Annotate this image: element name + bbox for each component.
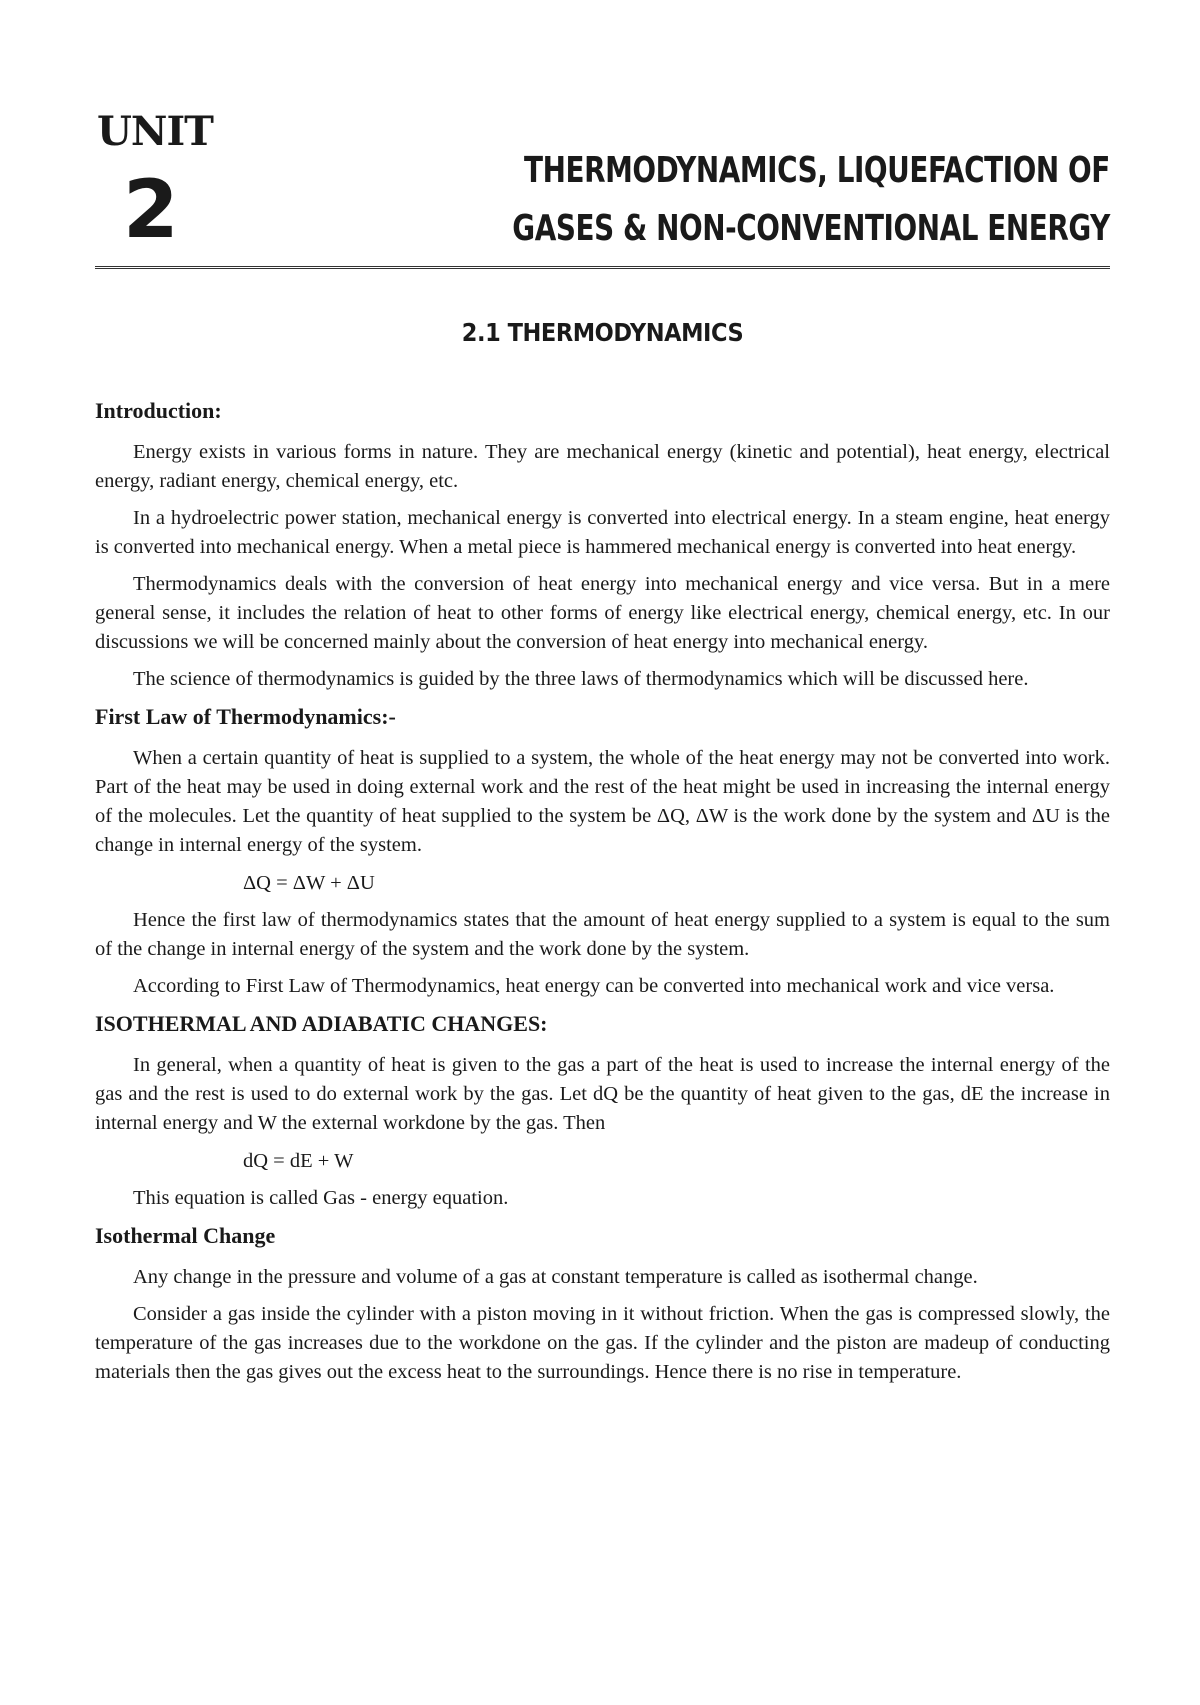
iso-adiabatic-paragraph-1: In general, when a quantity of heat is given to the gas a part of the heat is used to increase the internal energy of the gas and the rest is used to do external work by the gas. Let dQ be the quantity of heat given to the gas, dE the increase in internal energy and W the external workdone by the gas. Then	[95, 1054, 1110, 1134]
title-divider	[95, 266, 1110, 269]
document-page	[95, 0, 1110, 1383]
isothermal-paragraph-1: Any change in the pressure and volume of a gas at constant temperature is called as isothermal change.	[133, 1266, 978, 1288]
unit-label: UNIT	[97, 108, 213, 155]
intro-paragraph-3: Thermodynamics deals with the conversion of heat energy into mechanical energy and vice versa. But in a mere general sense, it includes the relation of heat to other forms of energy like electrical energy, chemical energy, etc. In our discussions we will be concerned mainly about the conversion of heat energy into mechanical energy.	[95, 573, 1110, 653]
iso-adiabatic-heading: ISOTHERMAL AND ADIABATIC CHANGES:	[95, 1011, 548, 1036]
section-title: 2.1 THERMODYNAMICS	[461, 318, 744, 347]
unit-title-line-1: THERMODYNAMICS, LIQUEFACTION OF	[524, 150, 1110, 191]
first-law-paragraph-1: When a certain quantity of heat is supplied to a system, the whole of the heat energy may not be converted into work. Part of the heat may be used in doing external work and the rest of the heat might be used in increasing the internal energy of the molecules. Let the quantity of heat supplied to the system be ΔQ, ΔW is the work done by the system and ΔU is the change in internal energy of the system.	[95, 747, 1110, 856]
unit-title-line-2: GASES & NON-CONVENTIONAL ENERGY	[512, 208, 1110, 249]
isothermal-paragraph-2: Consider a gas inside the cylinder with a piston moving in it without friction. When the gas is compressed slowly, the temperature of the gas increases due to the workdone on the gas. If the cylinder and the piston are madeup of conducting materials then the gas gives out the excess heat to the surroundings. Hence there is no rise in temperature.	[95, 1303, 1110, 1383]
unit-number: 2	[123, 163, 179, 256]
iso-adiabatic-paragraph-2: This equation is called Gas - energy equation.	[133, 1187, 509, 1209]
first-law-heading: First Law of Thermodynamics:-	[95, 704, 396, 729]
intro-paragraph-4: The science of thermodynamics is guided by the three laws of thermodynamics which will be discussed here.	[133, 668, 1029, 690]
intro-paragraph-2: In a hydroelectric power station, mechanical energy is converted into electrical energy. In a steam engine, heat energy is converted into mechanical energy. When a metal piece is hammered mechanical energy is converted into heat energy.	[95, 507, 1110, 558]
isothermal-heading: Isothermal Change	[95, 1223, 276, 1248]
unit-header	[95, 0, 1110, 270]
intro-paragraph-1: Energy exists in various forms in nature. They are mechanical energy (kinetic and potential), heat energy, electrical energy, radiant energy, chemical energy, etc.	[95, 441, 1110, 492]
gas-energy-equation: dQ = dE + W	[243, 1150, 354, 1172]
first-law-paragraph-3: According to First Law of Thermodynamics, heat energy can be converted into mechanical work and vice versa.	[133, 975, 1055, 997]
document-body	[95, 396, 1110, 1395]
first-law-paragraph-2: Hence the first law of thermodynamics states that the amount of heat energy supplied to a system is equal to the sum of the change in internal energy of the system and the work done by the system.	[95, 909, 1110, 960]
intro-heading: Introduction:	[95, 398, 222, 423]
first-law-equation: ΔQ = ΔW + ΔU	[243, 872, 375, 894]
unit-title	[512, 142, 1110, 258]
